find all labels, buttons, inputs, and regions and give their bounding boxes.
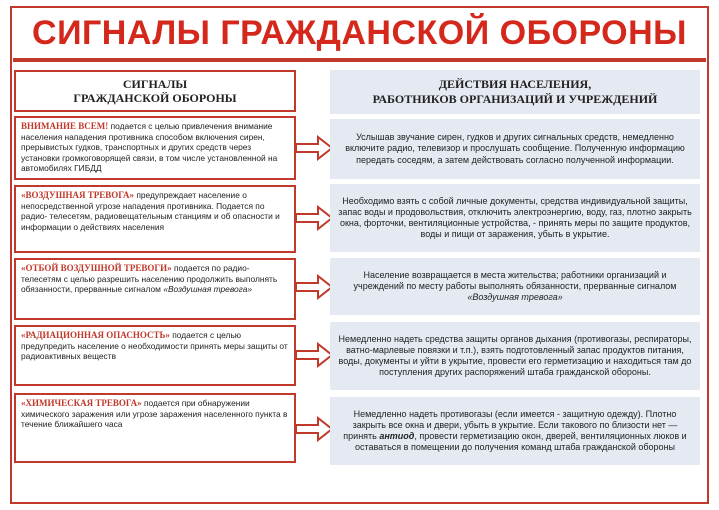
action-text: Необходимо взять с собой личные документы, средства индивидуальной защиты, запас воды и продовольствия, отключить электроэнергию, воду, газ, плотно закрыть окна, форточки, вентиляционные устройства, - принять меры по защите продуктов, воды и пищи от заражения, убыть в укрытие. <box>338 195 692 240</box>
signal-name: «ХИМИЧЕСКАЯ ТРЕВОГА» <box>21 398 142 408</box>
actions-column-header <box>330 70 700 114</box>
arrow-right-icon <box>296 274 334 300</box>
signal-name: ВНИМАНИЕ ВСЕМ! <box>21 121 109 131</box>
title-divider <box>13 58 706 62</box>
arrow-right-icon <box>296 416 334 442</box>
signals-header-line2: ГРАЖДАНСКОЙ ОБОРОНЫ <box>73 91 237 105</box>
action-text: Услышав звучание сирен, гудков и других сигнальных средств, немедленно включите радио, телевизор и прослушать сообщение. Полученную информацию передать соседям, а затем действовать согласно полученной информации. <box>345 132 685 165</box>
signal-description: предупреждает население о непосредственной угрозе нападения противника. Подается по радио- телесетям, радиовещательным станциям и об опасности и информации о действиях населения <box>21 190 280 232</box>
arrow-right-icon <box>296 205 334 231</box>
signal-description: подается при обнаружении химического заражения или угрозе заражения населенного пункта в течение ближайшего часа <box>21 398 288 430</box>
signal-name: «ВОЗДУШНАЯ ТРЕВОГА» <box>21 190 134 200</box>
arrow-right-icon <box>296 135 334 161</box>
action-all-clear <box>330 258 700 315</box>
signal-all-clear <box>14 258 296 320</box>
arrow-right-icon <box>296 342 334 368</box>
signal-attention-all <box>14 116 296 180</box>
signals-column-header <box>14 70 296 112</box>
actions-header-line2: РАБОТНИКОВ ОРГАНИЗАЦИЙ И УЧРЕЖДЕНИЙ <box>372 92 658 106</box>
signal-description: подается с целью привлечения внимание населения нападения противника способом включения сирен, прерывистых гудков, транспортных и других средств через установки громкоговорящей связи, в том числе установленной на автомобилях ГИБДД <box>21 121 278 174</box>
action-text: Немедленно надеть противогазы (если имеется - защитную одежду). Плотно закрыть все окна и двери, убыть в укрытие. Если такового по близости нет — принять <box>343 408 678 441</box>
action-text-continued: , провести герметизацию окон, дверей, вентиляционных люков и оставаться в помещении до получения команд штаба гражданской обороны <box>354 431 687 453</box>
signal-air-raid <box>14 185 296 253</box>
action-chemical-alert <box>330 397 700 465</box>
signal-radiation-hazard <box>14 325 296 386</box>
action-text-emphasis: антиод <box>379 431 415 441</box>
signal-name: «РАДИАЦИОННАЯ ОПАСНОСТЬ» <box>21 330 170 340</box>
signals-header-line1: СИГНАЛЫ <box>122 77 188 91</box>
action-air-raid <box>330 184 700 252</box>
signal-chemical-alert <box>14 393 296 463</box>
signal-description: подается по радио- телесетям с целью разрешить населению продолжить выполнять обязанности, прерванные сигналом <box>21 263 278 295</box>
action-text: Население возвращается в места жительства; работники организаций и учреждений по месту работы выполнять обязанности, прерванные сигналом <box>353 269 677 291</box>
signal-description: подается с целью предупредить население о необходимости принять меры защиты от радиоактивных веществ <box>21 330 288 362</box>
action-attention-all <box>330 119 700 179</box>
signal-description-emphasis: «Воздушная тревога» <box>163 284 253 295</box>
action-text: Немедленно надеть средства защиты органов дыхания (противогазы, респираторы, ватно-марлевые повязки и т.п.), взять подготовленный запас продуктов питания, воды, документы и уйти в укрытие, провести его герметизацию и находиться там до поступления других распоряжений штаба гражданской обороны. <box>338 333 692 378</box>
actions-header-line1: ДЕЙСТВИЯ НАСЕЛЕНИЯ, <box>438 77 592 91</box>
signal-name: «ОТБОЙ ВОЗДУШНОЙ ТРЕВОГИ» <box>21 263 172 273</box>
page-title: СИГНАЛЫ ГРАЖДАНСКОЙ ОБОРОНЫ <box>32 14 687 52</box>
action-radiation-hazard <box>330 322 700 390</box>
action-text-emphasis: «Воздушная тревога» <box>467 292 563 303</box>
